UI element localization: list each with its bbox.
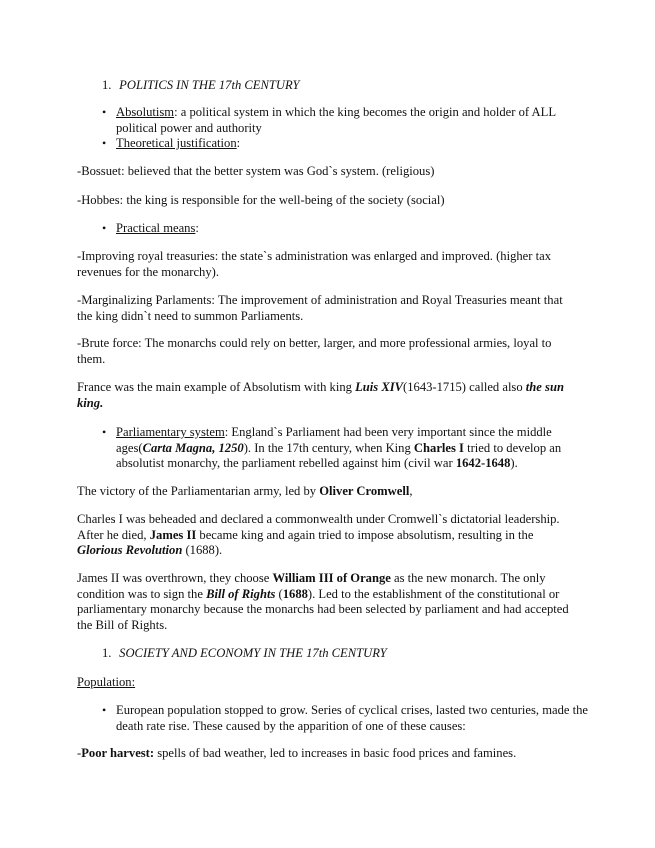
charles-i: Charles I [413, 440, 464, 455]
year-1688: 1688 [282, 586, 308, 601]
bullet-absolutism [102, 105, 592, 136]
glorious-revolution: Glorious Revolution [77, 543, 183, 558]
poor-harvest-term: Poor harvest: [81, 746, 155, 760]
james-text-2: as the new monarch. The only condition was to sign the [77, 571, 546, 601]
parliamentary-text-4: ). [510, 456, 518, 471]
france-text-2: (1643-1715) called also [403, 380, 526, 394]
james-text-3: ( [275, 586, 283, 601]
bill-of-rights: Bill of Rights [206, 586, 276, 601]
harvest-dash: - [77, 746, 82, 760]
bullet-theoretical [102, 136, 592, 152]
william-iii: William III of Orange [272, 571, 391, 585]
the-sun-king: the sun king. [77, 380, 564, 410]
france-text-1: France was the main example of Absolutism with king [77, 380, 356, 394]
para-bossuet: -Bossuet: believed that the better system was God`s system. (religious) [77, 164, 435, 178]
bullet-practical [102, 221, 592, 237]
term-parliamentary: Parliamentary system [116, 425, 225, 439]
james-ii: James II [149, 527, 197, 542]
harvest-text: spells of bad weather, led to increases in basic food prices and famines. [154, 746, 517, 760]
para-hobbes: -Hobbes: the king is responsible for the well-being of the society (social) [77, 193, 445, 207]
para-poor-harvest [77, 746, 577, 762]
para-treasuries: -Improving royal treasuries: the state`s administration was enlarged and improved. (higher tax revenues for the monarchy). [77, 249, 551, 279]
para-marginalizing: -Marginalizing Parlaments: The improvement of administration and Royal Treasuries meant that the king didn`t need to summon Parliaments. [77, 293, 563, 323]
term-absolutism: Absolutism [116, 105, 175, 119]
parliamentary-text-3: tried to develop an absolutist monarchy, the parliament rebelled against him (civil war [116, 440, 562, 471]
heading-text: SOCIETY AND ECONOMY IN THE 17th CENTURY [119, 646, 387, 660]
james-text-1: James II was overthrown, they choose [77, 571, 273, 585]
bullet-european-population: • European population stopped to grow. Series of cyclical crises, lasted two centuries, made the death rate rise. These caused by the apparition of one of these causes: [102, 703, 592, 734]
james-text-4: ). Led to the establishment of the constitutional or parliamentary monarchy because the monarchs had been selected by parliament and had accepted the Bill of Rights. [77, 586, 569, 632]
victory-comma: , [409, 484, 413, 498]
oliver-cromwell: Oliver Cromwell [319, 484, 410, 498]
practical-colon: : [195, 221, 199, 235]
bullet-parliamentary [102, 425, 592, 472]
para-victory [77, 484, 577, 500]
heading-number: 1. [102, 646, 112, 660]
term-theoretical: Theoretical justification [116, 136, 237, 150]
para-brute-force: -Brute force: The monarchs could rely on better, larger, and more professional armies, loyal to them. [77, 336, 552, 366]
term-practical: Practical means [116, 221, 196, 235]
para-charles [77, 512, 577, 559]
charles-text-1: Charles I was beheaded and declared a commonwealth under Cromwell`s dictatorial leadership. After he died, [77, 512, 560, 542]
label-population: Population: [77, 675, 136, 689]
parliamentary-text-1: : England`s Parliament had been very important since the middle ages( [116, 425, 552, 455]
para-france [77, 380, 577, 411]
absolutism-definition: : a political system in which the king becomes the origin and holder of ALL political power and authority [116, 105, 556, 135]
para-james [77, 571, 577, 633]
carta-magna: Carta Magna, 1250 [142, 440, 244, 455]
heading-text: POLITICS IN THE 17th CENTURY [119, 78, 300, 92]
victory-text: The victory of the Parliamentarian army, led by [77, 484, 320, 498]
theoretical-colon: : [236, 136, 241, 150]
charles-text-3: (1688). [182, 543, 223, 558]
heading-society [102, 646, 387, 662]
civil-war-years: 1642-1648 [455, 456, 511, 471]
heading-politics [102, 78, 299, 94]
charles-text-2: became king and again tried to impose absolutism, resulting in the [196, 527, 534, 542]
heading-number: 1. [102, 78, 112, 92]
parliamentary-text-2: ). In the 17th century, when King [243, 440, 414, 455]
luis-xiv: Luis XIV [355, 380, 404, 394]
